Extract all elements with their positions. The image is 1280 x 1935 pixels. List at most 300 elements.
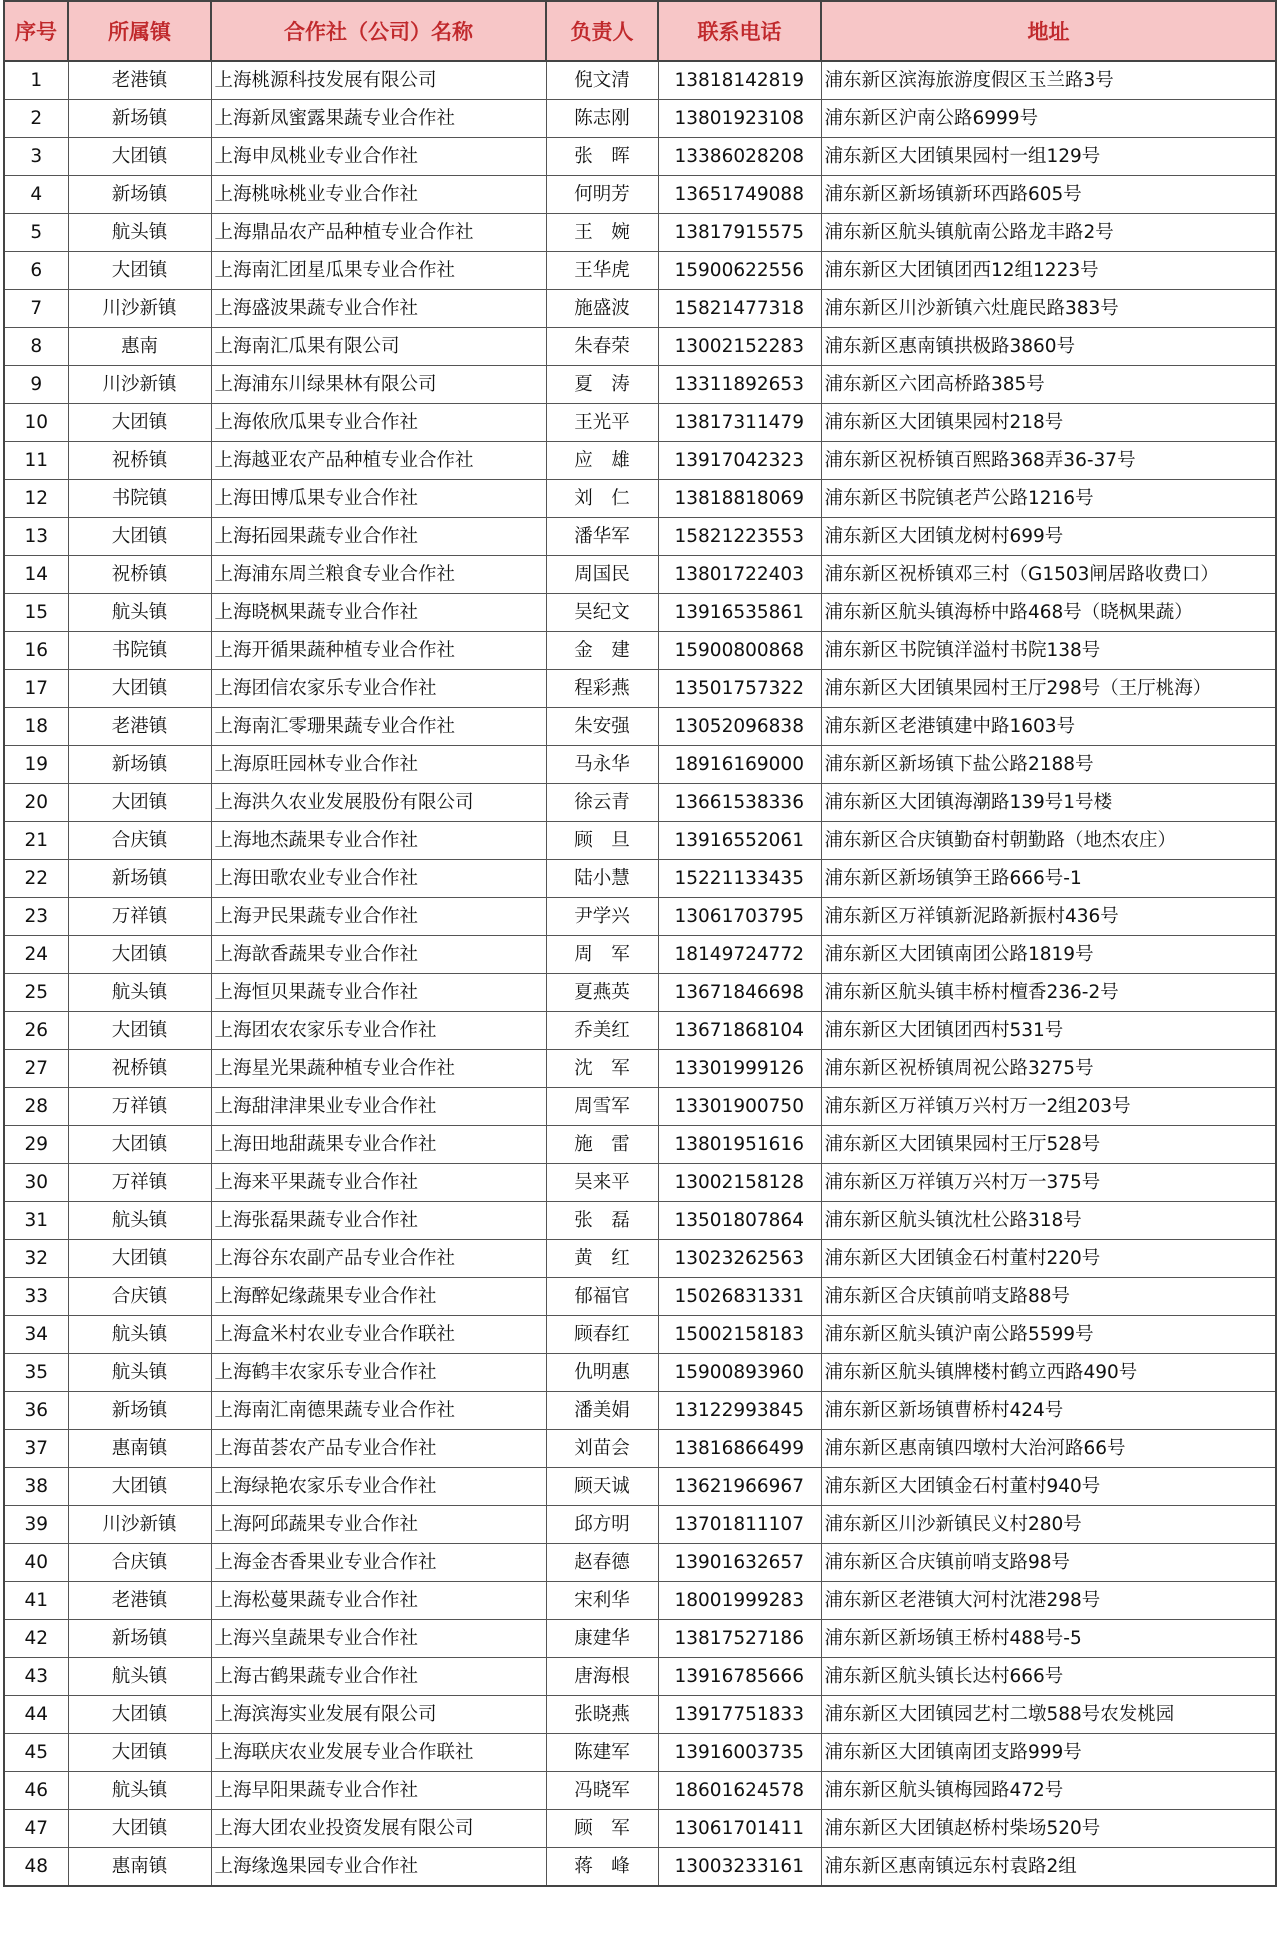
cell-address: 浦东新区航头镇梅园路472号 <box>821 1772 1276 1810</box>
cell-phone: 13311892653 <box>658 366 821 404</box>
cell-name: 上海洪久农业发展股份有限公司 <box>211 784 546 822</box>
cell-address: 浦东新区航头镇沈杜公路318号 <box>821 1202 1276 1240</box>
table-row <box>4 784 1276 822</box>
cell-town: 大团镇 <box>68 670 211 708</box>
cell-town: 大团镇 <box>68 1696 211 1734</box>
cell-name: 上海兴皇蔬果专业合作社 <box>211 1620 546 1658</box>
cell-town: 川沙新镇 <box>68 290 211 328</box>
cell-address: 浦东新区航头镇牌楼村鹤立西路490号 <box>821 1354 1276 1392</box>
cell-town: 祝桥镇 <box>68 556 211 594</box>
table-row <box>4 1696 1276 1734</box>
cell-no: 37 <box>4 1430 68 1468</box>
cell-address: 浦东新区书院镇老芦公路1216号 <box>821 480 1276 518</box>
cell-address: 浦东新区书院镇洋溢村书院138号 <box>821 632 1276 670</box>
cell-address: 浦东新区滨海旅游度假区玉兰路3号 <box>821 61 1276 100</box>
table-row <box>4 1810 1276 1848</box>
cell-no: 6 <box>4 252 68 290</box>
cell-address: 浦东新区大团镇赵桥村柴场520号 <box>821 1810 1276 1848</box>
cell-person: 王华虎 <box>546 252 658 290</box>
cell-person: 张晓燕 <box>546 1696 658 1734</box>
header-no: 序号 <box>4 1 68 61</box>
cell-name: 上海金杏香果业专业合作社 <box>211 1544 546 1582</box>
cell-no: 4 <box>4 176 68 214</box>
cell-address: 浦东新区大团镇园艺村二墩588号农发桃园 <box>821 1696 1276 1734</box>
cell-town: 大团镇 <box>68 1126 211 1164</box>
table-row <box>4 1392 1276 1430</box>
cell-town: 万祥镇 <box>68 1164 211 1202</box>
cell-person: 乔美红 <box>546 1012 658 1050</box>
cell-no: 38 <box>4 1468 68 1506</box>
cell-phone: 13061703795 <box>658 898 821 936</box>
cell-name: 上海尹民果蔬专业合作社 <box>211 898 546 936</box>
cell-name: 上海南汇南德果蔬专业合作社 <box>211 1392 546 1430</box>
table-row <box>4 1088 1276 1126</box>
table-row <box>4 1506 1276 1544</box>
table-row <box>4 1468 1276 1506</box>
table-row <box>4 214 1276 252</box>
cell-name: 上海南汇瓜果有限公司 <box>211 328 546 366</box>
cell-phone: 13701811107 <box>658 1506 821 1544</box>
cell-phone: 13003233161 <box>658 1848 821 1887</box>
cell-person: 赵春德 <box>546 1544 658 1582</box>
cell-address: 浦东新区合庆镇前哨支路98号 <box>821 1544 1276 1582</box>
cell-address: 浦东新区万祥镇万兴村万一375号 <box>821 1164 1276 1202</box>
cell-no: 9 <box>4 366 68 404</box>
cell-phone: 13301999126 <box>658 1050 821 1088</box>
cell-town: 书院镇 <box>68 632 211 670</box>
cell-name: 上海侬欣瓜果专业合作社 <box>211 404 546 442</box>
cell-name: 上海甜津津果业专业合作社 <box>211 1088 546 1126</box>
cell-no: 40 <box>4 1544 68 1582</box>
cell-address: 浦东新区大团镇南团支路999号 <box>821 1734 1276 1772</box>
cell-person: 郁福官 <box>546 1278 658 1316</box>
cell-phone: 13916785666 <box>658 1658 821 1696</box>
cell-person: 金 建 <box>546 632 658 670</box>
cell-name: 上海滨海实业发展有限公司 <box>211 1696 546 1734</box>
cell-no: 24 <box>4 936 68 974</box>
cell-phone: 13817527186 <box>658 1620 821 1658</box>
cell-name: 上海恒贝果蔬专业合作社 <box>211 974 546 1012</box>
table-row <box>4 100 1276 138</box>
cell-name: 上海联庆农业发展专业合作联社 <box>211 1734 546 1772</box>
cell-phone: 13671868104 <box>658 1012 821 1050</box>
cell-phone: 13817915575 <box>658 214 821 252</box>
cell-town: 书院镇 <box>68 480 211 518</box>
cell-no: 19 <box>4 746 68 784</box>
cell-person: 王 婉 <box>546 214 658 252</box>
cell-town: 大团镇 <box>68 1734 211 1772</box>
cell-address: 浦东新区祝桥镇邓三村（G1503闸居路收费口） <box>821 556 1276 594</box>
cell-no: 20 <box>4 784 68 822</box>
cell-no: 33 <box>4 1278 68 1316</box>
cell-person: 马永华 <box>546 746 658 784</box>
cell-name: 上海醉妃缘蔬果专业合作社 <box>211 1278 546 1316</box>
cell-no: 44 <box>4 1696 68 1734</box>
cell-no: 23 <box>4 898 68 936</box>
cell-no: 26 <box>4 1012 68 1050</box>
cell-person: 程彩燕 <box>546 670 658 708</box>
cell-address: 浦东新区川沙新镇民义村280号 <box>821 1506 1276 1544</box>
table-row <box>4 1772 1276 1810</box>
cell-person: 张 磊 <box>546 1202 658 1240</box>
cell-town: 川沙新镇 <box>68 366 211 404</box>
cell-phone: 15002158183 <box>658 1316 821 1354</box>
table-row <box>4 594 1276 632</box>
cell-address: 浦东新区航头镇海桥中路468号（晓枫果蔬） <box>821 594 1276 632</box>
cell-no: 14 <box>4 556 68 594</box>
cell-town: 万祥镇 <box>68 898 211 936</box>
cell-no: 18 <box>4 708 68 746</box>
cell-no: 34 <box>4 1316 68 1354</box>
cell-phone: 13501757322 <box>658 670 821 708</box>
cell-name: 上海桃源科技发展有限公司 <box>211 61 546 100</box>
cell-person: 顾天诚 <box>546 1468 658 1506</box>
cell-phone: 13671846698 <box>658 974 821 1012</box>
cell-person: 尹学兴 <box>546 898 658 936</box>
cell-person: 朱春荣 <box>546 328 658 366</box>
cell-person: 倪文清 <box>546 61 658 100</box>
cell-name: 上海来平果蔬专业合作社 <box>211 1164 546 1202</box>
cell-no: 43 <box>4 1658 68 1696</box>
cell-name: 上海缘逸果园专业合作社 <box>211 1848 546 1887</box>
cell-town: 航头镇 <box>68 214 211 252</box>
cell-person: 朱安强 <box>546 708 658 746</box>
cell-town: 祝桥镇 <box>68 442 211 480</box>
cell-address: 浦东新区大团镇金石村董村940号 <box>821 1468 1276 1506</box>
cell-no: 16 <box>4 632 68 670</box>
cell-town: 大团镇 <box>68 1468 211 1506</box>
table-body <box>4 61 1276 1886</box>
table-row <box>4 632 1276 670</box>
cell-no: 28 <box>4 1088 68 1126</box>
cell-phone: 18001999283 <box>658 1582 821 1620</box>
cell-name: 上海鼎品农产品种植专业合作社 <box>211 214 546 252</box>
cell-name: 上海谷东农副产品专业合作社 <box>211 1240 546 1278</box>
cell-phone: 13122993845 <box>658 1392 821 1430</box>
cell-person: 夏 涛 <box>546 366 658 404</box>
cell-phone: 15900622556 <box>658 252 821 290</box>
cell-person: 宋利华 <box>546 1582 658 1620</box>
cell-phone: 13002158128 <box>658 1164 821 1202</box>
table-row <box>4 328 1276 366</box>
cell-phone: 13301900750 <box>658 1088 821 1126</box>
cell-name: 上海新凤蜜露果蔬专业合作社 <box>211 100 546 138</box>
cell-town: 大团镇 <box>68 404 211 442</box>
cell-person: 陆小慧 <box>546 860 658 898</box>
cell-phone: 13501807864 <box>658 1202 821 1240</box>
cooperative-table-container <box>3 0 1275 1887</box>
header-person: 负责人 <box>546 1 658 61</box>
cell-phone: 13002152283 <box>658 328 821 366</box>
cell-no: 27 <box>4 1050 68 1088</box>
cell-address: 浦东新区航头镇航南公路龙丰路2号 <box>821 214 1276 252</box>
cell-person: 徐云青 <box>546 784 658 822</box>
cell-no: 2 <box>4 100 68 138</box>
cell-person: 应 雄 <box>546 442 658 480</box>
cell-no: 47 <box>4 1810 68 1848</box>
cell-person: 吴纪文 <box>546 594 658 632</box>
table-row <box>4 366 1276 404</box>
cell-name: 上海大团农业投资发展有限公司 <box>211 1810 546 1848</box>
table-header-row <box>4 1 1276 61</box>
cell-person: 刘 仁 <box>546 480 658 518</box>
cell-person: 顾春红 <box>546 1316 658 1354</box>
cell-name: 上海团信农家乐专业合作社 <box>211 670 546 708</box>
cell-person: 潘美娟 <box>546 1392 658 1430</box>
cell-name: 上海阿邱蔬果专业合作社 <box>211 1506 546 1544</box>
cell-phone: 13818818069 <box>658 480 821 518</box>
cell-no: 30 <box>4 1164 68 1202</box>
table-row <box>4 1126 1276 1164</box>
cell-town: 惠南 <box>68 328 211 366</box>
cell-person: 仇明惠 <box>546 1354 658 1392</box>
table-row <box>4 442 1276 480</box>
cell-name: 上海晓枫果蔬专业合作社 <box>211 594 546 632</box>
cell-phone: 13661538336 <box>658 784 821 822</box>
cell-address: 浦东新区六团高桥路385号 <box>821 366 1276 404</box>
cell-town: 惠南镇 <box>68 1430 211 1468</box>
cell-phone: 13901632657 <box>658 1544 821 1582</box>
cell-phone: 13801923108 <box>658 100 821 138</box>
cell-phone: 13052096838 <box>658 708 821 746</box>
table-row <box>4 1050 1276 1088</box>
cell-person: 邱方明 <box>546 1506 658 1544</box>
cell-address: 浦东新区新场镇笋王路666号-1 <box>821 860 1276 898</box>
cell-phone: 13801951616 <box>658 1126 821 1164</box>
cell-town: 老港镇 <box>68 708 211 746</box>
cell-address: 浦东新区大团镇果园村一组129号 <box>821 138 1276 176</box>
cell-person: 顾 旦 <box>546 822 658 860</box>
table-row <box>4 518 1276 556</box>
cell-phone: 13916003735 <box>658 1734 821 1772</box>
cell-no: 7 <box>4 290 68 328</box>
cell-town: 老港镇 <box>68 61 211 100</box>
cell-name: 上海苗荟农产品专业合作社 <box>211 1430 546 1468</box>
table-row <box>4 1848 1276 1887</box>
cell-name: 上海鹤丰农家乐专业合作社 <box>211 1354 546 1392</box>
cell-no: 35 <box>4 1354 68 1392</box>
cell-name: 上海地杰蔬果专业合作社 <box>211 822 546 860</box>
cell-address: 浦东新区合庆镇勤奋村朝勤路（地杰农庄） <box>821 822 1276 860</box>
table-row <box>4 1620 1276 1658</box>
table-row <box>4 746 1276 784</box>
cell-town: 新场镇 <box>68 860 211 898</box>
cell-town: 大团镇 <box>68 1240 211 1278</box>
cell-name: 上海田博瓜果专业合作社 <box>211 480 546 518</box>
cell-no: 32 <box>4 1240 68 1278</box>
table-row <box>4 1430 1276 1468</box>
cell-phone: 18149724772 <box>658 936 821 974</box>
table-row <box>4 1544 1276 1582</box>
cell-address: 浦东新区航头镇沪南公路5599号 <box>821 1316 1276 1354</box>
cell-phone: 13817311479 <box>658 404 821 442</box>
cell-town: 航头镇 <box>68 1354 211 1392</box>
cell-address: 浦东新区航头镇长达村666号 <box>821 1658 1276 1696</box>
cell-name: 上海早阳果蔬专业合作社 <box>211 1772 546 1810</box>
cell-address: 浦东新区合庆镇前哨支路88号 <box>821 1278 1276 1316</box>
cell-address: 浦东新区大团镇海潮路139号1号楼 <box>821 784 1276 822</box>
cell-address: 浦东新区新场镇新环西路605号 <box>821 176 1276 214</box>
cell-town: 合庆镇 <box>68 1278 211 1316</box>
cell-town: 老港镇 <box>68 1582 211 1620</box>
cell-name: 上海南汇零珊果蔬专业合作社 <box>211 708 546 746</box>
cell-town: 航头镇 <box>68 1772 211 1810</box>
cell-phone: 13061701411 <box>658 1810 821 1848</box>
cell-name: 上海申凤桃业专业合作社 <box>211 138 546 176</box>
table-row <box>4 1164 1276 1202</box>
cell-name: 上海原旺园林专业合作社 <box>211 746 546 784</box>
cell-town: 大团镇 <box>68 1810 211 1848</box>
cell-town: 新场镇 <box>68 100 211 138</box>
cell-town: 惠南镇 <box>68 1848 211 1887</box>
cell-person: 顾 军 <box>546 1810 658 1848</box>
cell-no: 29 <box>4 1126 68 1164</box>
header-name: 合作社（公司）名称 <box>211 1 546 61</box>
cell-name: 上海张磊果蔬专业合作社 <box>211 1202 546 1240</box>
cell-address: 浦东新区新场镇王桥村488号-5 <box>821 1620 1276 1658</box>
cell-person: 吴来平 <box>546 1164 658 1202</box>
cell-phone: 13917042323 <box>658 442 821 480</box>
cell-town: 大团镇 <box>68 784 211 822</box>
cell-name: 上海浦东川绿果林有限公司 <box>211 366 546 404</box>
cell-person: 施盛波 <box>546 290 658 328</box>
cell-phone: 13816866499 <box>658 1430 821 1468</box>
cell-phone: 13651749088 <box>658 176 821 214</box>
table-row <box>4 252 1276 290</box>
cell-town: 航头镇 <box>68 594 211 632</box>
table-row <box>4 822 1276 860</box>
cell-person: 周雪军 <box>546 1088 658 1126</box>
cell-address: 浦东新区惠南镇拱极路3860号 <box>821 328 1276 366</box>
cell-address: 浦东新区万祥镇万兴村万一2组203号 <box>821 1088 1276 1126</box>
cell-town: 新场镇 <box>68 1620 211 1658</box>
cell-town: 大团镇 <box>68 1012 211 1050</box>
table-row <box>4 1734 1276 1772</box>
cell-town: 合庆镇 <box>68 1544 211 1582</box>
cooperative-table <box>3 0 1277 1887</box>
table-row <box>4 1240 1276 1278</box>
cell-person: 周 军 <box>546 936 658 974</box>
cell-name: 上海桃咏桃业专业合作社 <box>211 176 546 214</box>
cell-phone: 13916535861 <box>658 594 821 632</box>
cell-no: 25 <box>4 974 68 1012</box>
cell-name: 上海田歌农业专业合作社 <box>211 860 546 898</box>
cell-town: 祝桥镇 <box>68 1050 211 1088</box>
cell-address: 浦东新区大团镇团西12组1223号 <box>821 252 1276 290</box>
cell-person: 张 晖 <box>546 138 658 176</box>
cell-town: 合庆镇 <box>68 822 211 860</box>
cell-no: 41 <box>4 1582 68 1620</box>
cell-address: 浦东新区老港镇大河村沈港298号 <box>821 1582 1276 1620</box>
cell-address: 浦东新区老港镇建中路1603号 <box>821 708 1276 746</box>
table-row <box>4 670 1276 708</box>
cell-address: 浦东新区大团镇果园村王厅528号 <box>821 1126 1276 1164</box>
cell-person: 何明芳 <box>546 176 658 214</box>
cell-town: 大团镇 <box>68 252 211 290</box>
cell-address: 浦东新区大团镇团西村531号 <box>821 1012 1276 1050</box>
cell-no: 17 <box>4 670 68 708</box>
cell-no: 31 <box>4 1202 68 1240</box>
cell-town: 新场镇 <box>68 1392 211 1430</box>
cell-address: 浦东新区大团镇果园村218号 <box>821 404 1276 442</box>
cell-address: 浦东新区新场镇下盐公路2188号 <box>821 746 1276 784</box>
cell-no: 11 <box>4 442 68 480</box>
table-row <box>4 1012 1276 1050</box>
cell-phone: 15900893960 <box>658 1354 821 1392</box>
table-row <box>4 936 1276 974</box>
cell-address: 浦东新区惠南镇四墩村大治河路66号 <box>821 1430 1276 1468</box>
table-row <box>4 1278 1276 1316</box>
cell-address: 浦东新区川沙新镇六灶鹿民路383号 <box>821 290 1276 328</box>
cell-person: 冯晓军 <box>546 1772 658 1810</box>
cell-person: 潘华军 <box>546 518 658 556</box>
table-row <box>4 860 1276 898</box>
table-row <box>4 1202 1276 1240</box>
cell-town: 大团镇 <box>68 518 211 556</box>
table-row <box>4 708 1276 746</box>
cell-name: 上海古鹤果蔬专业合作社 <box>211 1658 546 1696</box>
cell-town: 大团镇 <box>68 138 211 176</box>
cell-town: 大团镇 <box>68 936 211 974</box>
cell-name: 上海盒米村农业专业合作联社 <box>211 1316 546 1354</box>
table-row <box>4 290 1276 328</box>
cell-town: 川沙新镇 <box>68 1506 211 1544</box>
cell-name: 上海拓园果蔬专业合作社 <box>211 518 546 556</box>
table-row <box>4 404 1276 442</box>
cell-person: 黄 红 <box>546 1240 658 1278</box>
table-row <box>4 61 1276 100</box>
cell-town: 新场镇 <box>68 176 211 214</box>
header-address: 地址 <box>821 1 1276 61</box>
cell-no: 45 <box>4 1734 68 1772</box>
cell-no: 1 <box>4 61 68 100</box>
cell-name: 上海团农农家乐专业合作社 <box>211 1012 546 1050</box>
cell-address: 浦东新区沪南公路6999号 <box>821 100 1276 138</box>
cell-person: 刘苗会 <box>546 1430 658 1468</box>
cell-no: 21 <box>4 822 68 860</box>
table-row <box>4 974 1276 1012</box>
cell-no: 8 <box>4 328 68 366</box>
cell-town: 航头镇 <box>68 1658 211 1696</box>
table-row <box>4 1582 1276 1620</box>
cell-address: 浦东新区祝桥镇周祝公路3275号 <box>821 1050 1276 1088</box>
cell-address: 浦东新区大团镇南团公路1819号 <box>821 936 1276 974</box>
cell-address: 浦东新区祝桥镇百熙路368弄36-37号 <box>821 442 1276 480</box>
cell-town: 航头镇 <box>68 1316 211 1354</box>
cell-no: 13 <box>4 518 68 556</box>
cell-person: 夏燕英 <box>546 974 658 1012</box>
cell-name: 上海歆香蔬果专业合作社 <box>211 936 546 974</box>
cell-person: 陈志刚 <box>546 100 658 138</box>
cell-phone: 15026831331 <box>658 1278 821 1316</box>
table-row <box>4 138 1276 176</box>
cell-person: 唐海根 <box>546 1658 658 1696</box>
cell-phone: 13801722403 <box>658 556 821 594</box>
table-row <box>4 556 1276 594</box>
table-row <box>4 1354 1276 1392</box>
cell-address: 浦东新区大团镇果园村王厅298号（王厅桃海） <box>821 670 1276 708</box>
cell-name: 上海星光果蔬种植专业合作社 <box>211 1050 546 1088</box>
cell-phone: 15821477318 <box>658 290 821 328</box>
cell-person: 蒋 峰 <box>546 1848 658 1887</box>
cell-name: 上海越亚农产品种植专业合作社 <box>211 442 546 480</box>
table-row <box>4 1658 1276 1696</box>
cell-no: 5 <box>4 214 68 252</box>
cell-phone: 13386028208 <box>658 138 821 176</box>
cell-no: 3 <box>4 138 68 176</box>
cell-name: 上海田地甜蔬果专业合作社 <box>211 1126 546 1164</box>
cell-town: 万祥镇 <box>68 1088 211 1126</box>
